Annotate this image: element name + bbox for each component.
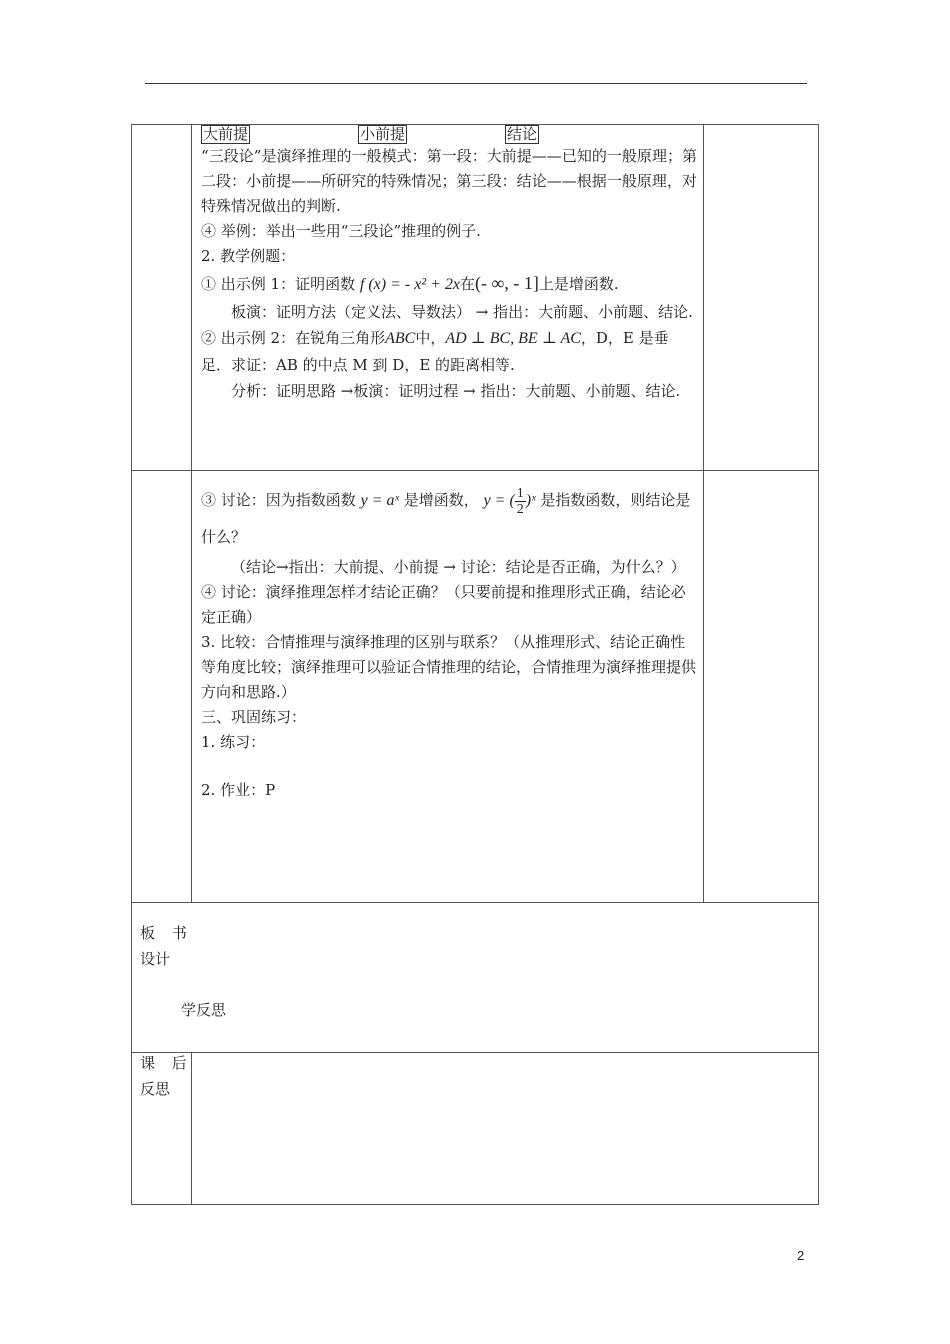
example-2-analysis: 分析：证明思路 →板演：证明过程 → 指出：大前题、小前题、结论. [231,381,681,400]
discussion-3-func-2 [483,485,536,517]
row1-content [201,124,697,403]
example-2-prefix: ② 出示例 2：在锐角三角形 [201,328,386,347]
example-1-suffix: 上是增函数. [538,275,619,293]
example-2-mid: 中， [415,328,446,347]
fraction-half [515,486,526,517]
syllogism-labels [201,124,697,144]
discussion-4: ④ 讨论：演绎推理怎样才结论正确？（只要前提和推理形式正确，结论必定正确） [201,583,686,626]
discussion-3-suffix: 是指数函数，则结论是什么？ [201,491,691,546]
lesson-table [131,124,819,1205]
teaching-examples-heading: 2. 教学例题： [201,246,296,265]
board-label-line-2: 设计 [140,950,171,968]
fraction-denominator: 2 [516,501,524,517]
homework: 2. 作业：P [201,781,276,799]
header-rule [145,83,807,84]
example-1-prefix: ① 出示例 1：证明函数 [201,275,356,293]
example-2-condition: AD ⊥ BC, BE ⊥ AC [445,329,581,347]
discussion-3-func-1: y = aˣ [360,492,399,509]
board-label-line-1: 板 书 [140,924,193,942]
board-design-label [140,920,193,972]
reflection-label [140,1050,193,1102]
example-prompt: ④ 举例：举出一些用“三段论”推理的例子. [201,222,481,240]
example-2-suffix: ，D，E 是垂足．求证：AB 的中点 M 到 D，E 的距离相等. [201,328,669,374]
fraction-numerator: 1 [516,485,524,501]
page-number: 2 [797,1248,805,1263]
example-1-function: f (x) = - x² + 2x [359,276,460,293]
func-2-lhs: y = ( [483,492,515,509]
example-1-interval: (- ∞, - 1] [475,273,539,293]
example-1-mid: 在 [460,275,476,293]
stray-text: 学反思 [181,1001,227,1019]
func-2-rhs: )ˣ [525,492,536,509]
practice-heading: 三、巩固练习： [201,708,307,726]
comparison: 3. 比较：合情推理与演绎推理的区别与联系？（从推理形式、结论正确性等角度比较；演绎推理可以验证合情推理的结论，合情推理为演绎推理提供方向和思路.） [201,633,697,701]
label-conclusion: 结论 [507,125,538,143]
example-2-triangle: ABC [385,329,416,347]
row2-content [201,482,697,803]
discussion-3-mid: 是增函数， [403,491,479,509]
reflection-label-line-1: 课 后 [140,1054,193,1072]
discussion-3-note: （结论→指出：大前提、小前提 → 讨论：结论是否正确，为什么？） [231,558,686,576]
example-1-board: 板演：证明方法（定义法、导数法） → 指出：大前题、小前题、结论. [231,303,693,321]
discussion-3 [201,482,697,555]
label-minor-premise: 小前提 [360,125,406,143]
syllogism-definition: “三段论”是演绎推理的一般模式：第一段：大前提——已知的一般原理；第二段：小前提——所研究的特殊情况；第三段：结论——根据一般原理，对特殊情况做出的判断. [201,147,697,215]
practice-exercise: 1. 练习： [201,732,266,751]
reflection-label-line-2: 反思 [140,1080,171,1098]
discussion-3-prefix: ③ 讨论：因为指数函数 [201,491,356,509]
example-2 [201,325,697,379]
label-major-premise: 大前提 [203,125,249,143]
example-1 [201,268,697,300]
